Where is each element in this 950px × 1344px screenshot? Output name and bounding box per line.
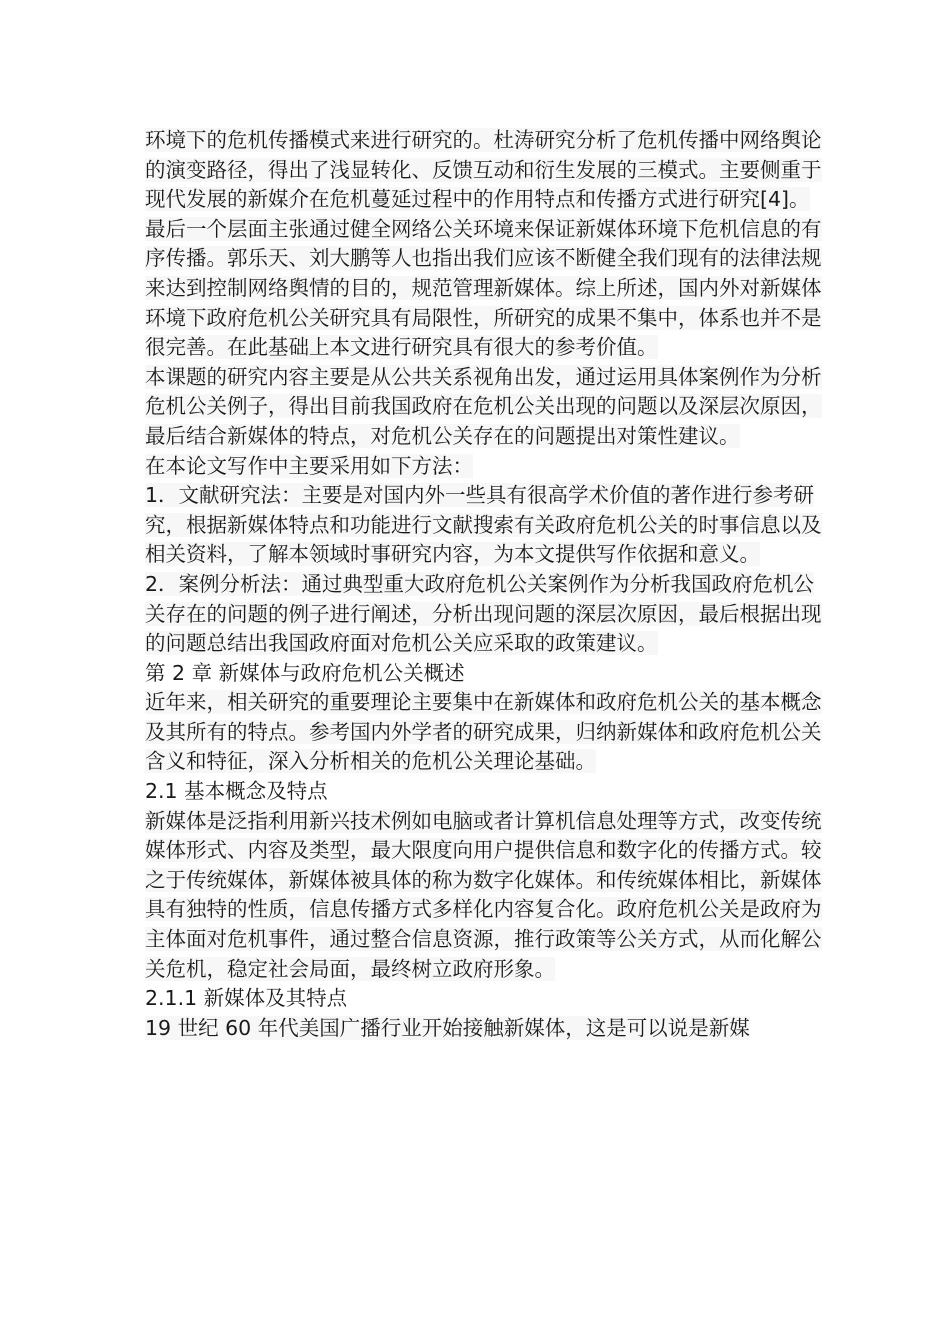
paragraph-text: 2．案例分析法：通过典型重大政府危机公关案例作为分析我国政府危机公关存在的问题的例子进行阐述，分析出现问题的深层次原因，最后根据出现的问题总结出我国政府面对危机公关应采取的政策建议。 (145, 571, 822, 656)
method-item-case-study (145, 570, 825, 659)
body-paragraph (145, 452, 825, 482)
chapter-heading (145, 659, 825, 689)
section-heading (145, 777, 825, 807)
body-paragraph (145, 126, 825, 363)
subsection-heading (145, 984, 825, 1014)
heading-text: 第 2 章 新媒体与政府危机公关概述 (145, 660, 465, 685)
paragraph-text: 新媒体是泛指利用新兴技术例如电脑或者计算机信息处理等方式，改变传统媒体形式、内容及类型，最大限度向用户提供信息和数字化的传播方式。较之于传统媒体，新媒体被具体的称为数字化媒体。和传统媒体相比，新媒体具有独特的性质，信息传播方式多样化内容复合化。政府危机公关是政府为主体面对危机事件，通过整合信息资源，推行政策等公关方式，从而化解公关危机，稳定社会局面，最终树立政府形象。 (145, 808, 822, 981)
paragraph-text: 环境下的危机传播模式来进行研究的。杜涛研究分析了危机传播中网络舆论的演变路径，得出了浅显转化、反馈互动和衍生发展的三模式。主要侧重于现代发展的新媒介在危机蔓延过程中的作用特点和传播方式进行研究[4]。最后一个层面主张通过健全网络公关环境来保证新媒体环境下危机信息的有序传播。郭乐天、刘大鹏等人也指出我们应该不断健全我们现有的法律法规来达到控制网络舆情的目的，规范管理新媒体。综上所述，国内外对新媒体环境下政府危机公关研究具有局限性，所研究的成果不集中，体系也并不是很完善。在此基础上本文进行研究具有很大的参考价值。 (145, 128, 822, 360)
heading-text: 2.1 基本概念及特点 (145, 779, 328, 804)
paragraph-text: 近年来，相关研究的重要理论主要集中在新媒体和政府危机公关的基本概念及其所有的特点。参考国内外学者的研究成果，归纳新媒体和政府危机公关含义和特征，深入分析相关的危机公关理论基础。 (145, 690, 822, 774)
paragraph-text: 本课题的研究内容主要是从公共关系视角出发，通过运用具体案例作为分析危机公关例子，得出目前我国政府在危机公关出现的问题以及深层次原因，最后结合新媒体的特点，对危机公关存在的问题提出对策性建议。 (145, 364, 822, 448)
body-paragraph (145, 688, 825, 777)
paragraph-text: 19 世纪 60 年代美国广播行业开始接触新媒体，这是可以说是新媒 (145, 1015, 750, 1040)
body-paragraph (145, 1014, 825, 1044)
body-paragraph (145, 363, 825, 452)
paragraph-text: 1．文献研究法：主要是对国内外一些具有很高学术价值的著作进行参考研究，根据新媒体特点和功能进行文献搜索有关政府危机公关的时事信息以及相关资料，了解本领域时事研究内容，为本文提供写作依据和意义。 (145, 483, 822, 567)
heading-text: 2.1.1 新媒体及其特点 (145, 986, 348, 1011)
paragraph-text: 在本论文写作中主要采用如下方法： (145, 453, 473, 478)
method-item-literature (145, 481, 825, 570)
body-paragraph (145, 807, 825, 985)
document-body (145, 126, 825, 1043)
